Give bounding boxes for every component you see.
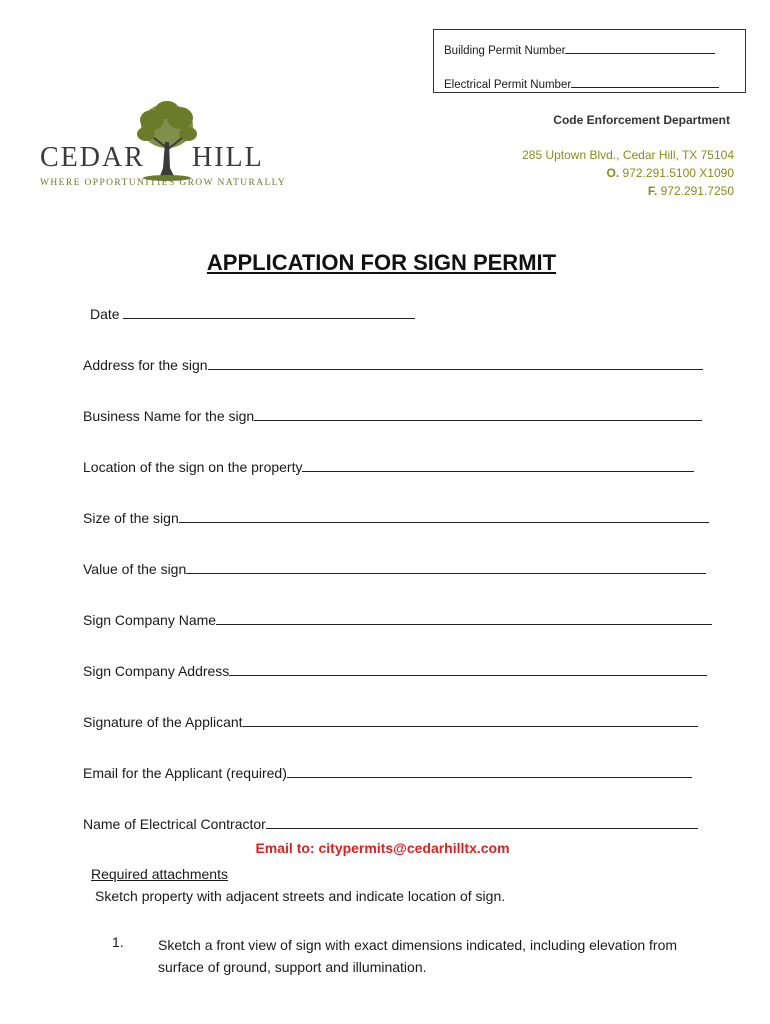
page-title: APPLICATION FOR SIGN PERMIT [206, 250, 557, 275]
sign-value-row [83, 559, 706, 577]
logo-tagline: WHERE OPPORTUNITIES GROW NATURALLY [40, 178, 287, 188]
logo-word-hill: HILL [192, 142, 264, 173]
date-input[interactable] [123, 304, 415, 319]
date-label: Date [90, 306, 124, 322]
sign-location-row [83, 457, 694, 475]
sign-value-input[interactable] [186, 559, 706, 574]
attachment-item-text: Sketch a front view of sign with exact dimensions indicated, including elevation from surface of ground, support and illumination. [158, 937, 678, 975]
fax-line [522, 182, 734, 200]
attachments-intro: Sketch property with adjacent streets and indicate location of sign. [95, 888, 506, 904]
sign-size-input[interactable] [179, 508, 709, 523]
sign-address-row [83, 355, 703, 373]
sign-size-label: Size of the sign [83, 510, 179, 526]
applicant-email-input[interactable] [287, 763, 692, 778]
applicant-signature-label: Signature of the Applicant [83, 714, 243, 730]
sign-company-name-row [83, 610, 712, 628]
logo-word-cedar: CEDAR [40, 142, 145, 173]
sign-company-name-label: Sign Company Name [83, 612, 217, 628]
applicant-signature-input[interactable] [243, 712, 698, 727]
department-name: Code Enforcement Department [553, 113, 730, 127]
email-notice: Email to: citypermits@cedarhilltx.com [255, 840, 510, 856]
department-address: 285 Uptown Blvd., Cedar Hill, TX 75104 [522, 148, 734, 162]
business-name-row [83, 406, 702, 424]
permit-number-box [433, 29, 746, 93]
attachment-item-number: 1. [112, 934, 124, 950]
electrical-contractor-label: Name of Electrical Contractor [83, 816, 266, 832]
applicant-email-label: Email for the Applicant (required) [83, 765, 287, 781]
electrical-contractor-input[interactable] [266, 814, 698, 829]
attachments-heading: Required attachments [91, 866, 228, 882]
office-phone-line [522, 164, 734, 182]
fax-phone: 972.291.7250 [660, 184, 734, 198]
fax-prefix: F. [647, 184, 658, 198]
sign-company-address-label: Sign Company Address [83, 663, 230, 679]
sign-company-address-input[interactable] [229, 661, 707, 676]
sign-value-label: Value of the sign [83, 561, 187, 577]
building-permit-row [444, 39, 745, 73]
office-prefix: O. [606, 166, 620, 180]
electrical-contractor-row [83, 814, 698, 832]
department-contact [522, 146, 734, 200]
applicant-signature-row [83, 712, 698, 730]
building-permit-label: Building Permit Number [444, 45, 566, 57]
date-field-row [90, 304, 415, 322]
sign-address-input[interactable] [208, 355, 703, 370]
sign-location-input[interactable] [302, 457, 694, 472]
sign-size-row [83, 508, 709, 526]
business-name-label: Business Name for the sign [83, 408, 255, 424]
building-permit-field[interactable] [565, 39, 715, 54]
sign-address-label: Address for the sign [83, 357, 208, 373]
applicant-email-row [83, 763, 692, 781]
cedar-hill-logo [40, 98, 287, 198]
sign-company-name-input[interactable] [216, 610, 712, 625]
electrical-permit-row [444, 73, 745, 107]
office-phone: 972.291.5100 X1090 [622, 166, 734, 180]
business-name-input[interactable] [254, 406, 702, 421]
electrical-permit-field[interactable] [571, 73, 719, 88]
sign-location-label: Location of the sign on the property [83, 459, 303, 475]
sign-company-address-row [83, 661, 707, 679]
electrical-permit-label: Electrical Permit Number [444, 79, 572, 91]
